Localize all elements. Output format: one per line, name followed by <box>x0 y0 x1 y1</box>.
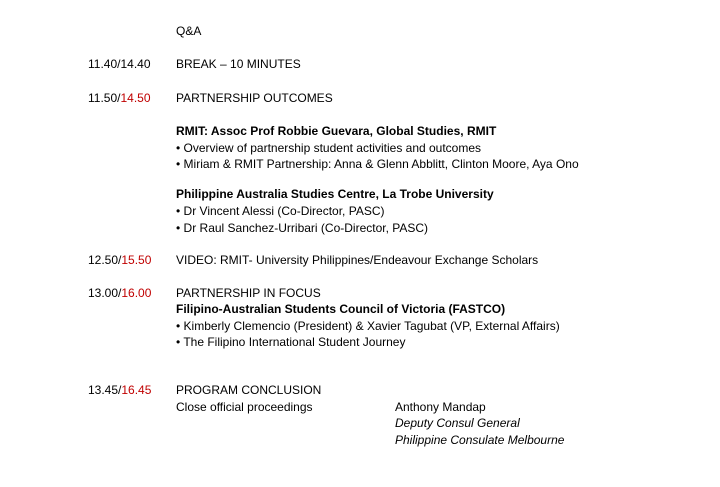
fastco-heading: Filipino-Australian Students Council of Victoria (FASTCO) <box>176 302 506 316</box>
qa-heading: Q&A <box>176 24 202 38</box>
focus-time: 13.00/16.00 <box>88 286 152 300</box>
list-item: • The Filipino International Student Journey <box>176 334 405 350</box>
speaker-name: Anthony Mandap <box>395 400 486 414</box>
outcomes-title: PARTNERSHIP OUTCOMES <box>176 91 333 105</box>
speaker-role: Deputy Consul General <box>395 416 520 430</box>
outcomes-time: 11.50/14.50 <box>88 91 151 105</box>
conclusion-time: 13.45/16.45 <box>88 383 152 397</box>
list-item: • Overview of partnership student activities and outcomes <box>176 140 481 156</box>
video-time: 12.50/15.50 <box>88 253 152 267</box>
list-item: • Dr Vincent Alessi (Co-Director, PASC) <box>176 203 385 219</box>
conclusion-subtitle: Close official proceedings <box>176 400 313 414</box>
speaker-org: Philippine Consulate Melbourne <box>395 433 565 447</box>
pasc-heading: Philippine Australia Studies Centre, La Trobe University <box>176 187 494 201</box>
list-item: • Kimberly Clemencio (President) & Xavier Tagubat (VP, External Affairs) <box>176 318 560 334</box>
break-time: 11.40/14.40 <box>88 57 151 71</box>
break-title: BREAK – 10 MINUTES <box>176 57 301 71</box>
list-item: • Dr Raul Sanchez-Urribari (Co-Director, PASC) <box>176 220 428 236</box>
list-item: • Miriam & RMIT Partnership: Anna & Glenn Abblitt, Clinton Moore, Aya Ono <box>176 156 579 172</box>
conclusion-title: PROGRAM CONCLUSION <box>176 383 322 397</box>
video-title: VIDEO: RMIT- University Philippines/Endeavour Exchange Scholars <box>176 253 539 267</box>
focus-title: PARTNERSHIP IN FOCUS <box>176 286 321 300</box>
rmit-heading: RMIT: Assoc Prof Robbie Guevara, Global Studies, RMIT <box>176 124 497 138</box>
